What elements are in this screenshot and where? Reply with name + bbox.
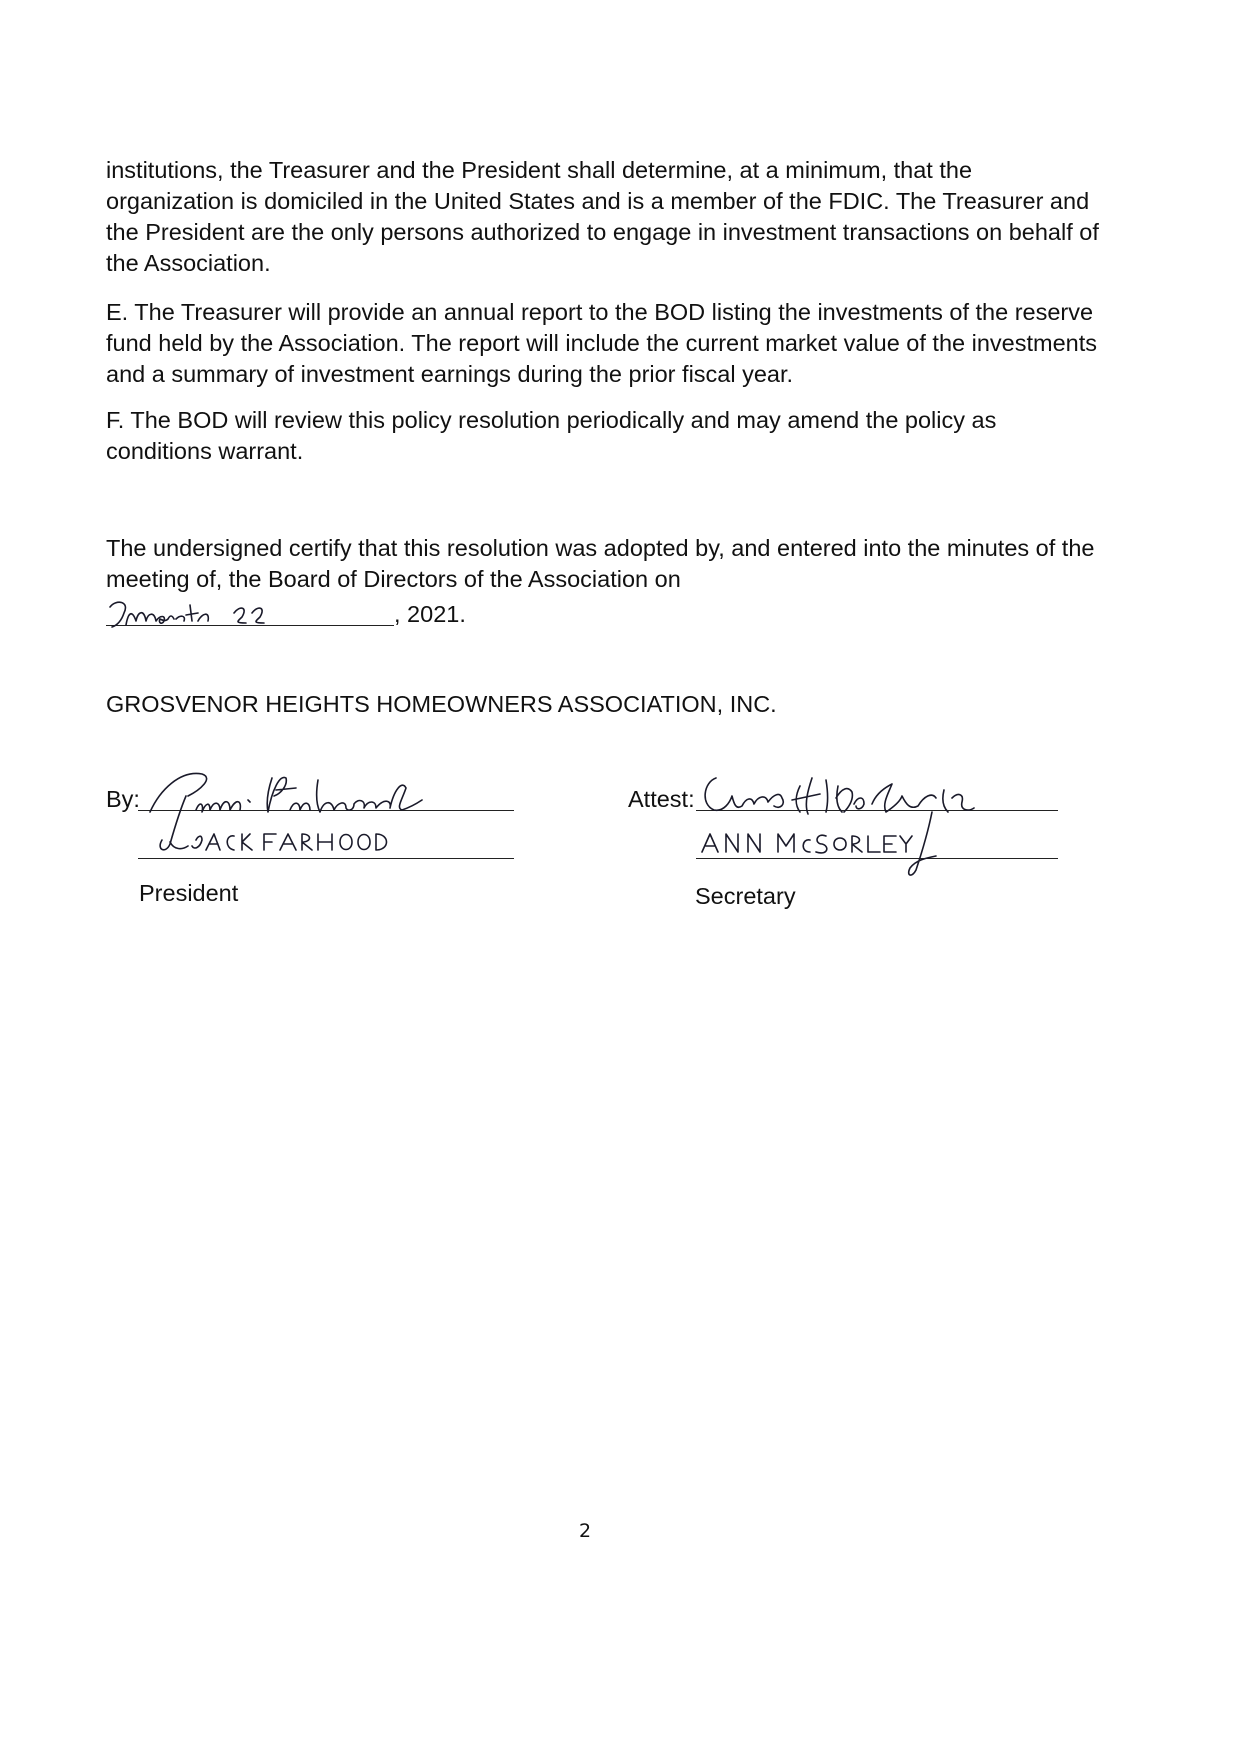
paragraph-item-e: E. The Treasurer will provide an annual report to the BOD listing the investments of the reserve fund held by the Association. The report will include the current market value of the investments and a summary of investment earnings during the prior fiscal year. [106,299,1098,387]
paragraph-certification: The undersigned certify that this resolution was adopted by, and entered into the minutes of the meeting of, the Board of Directors of the Association on [106,535,1095,592]
adoption-date [106,591,506,631]
president-signature [140,750,510,860]
paragraph-intro: institutions, the Treasurer and the President shall determine, at a minimum, that the organization is domiciled in the United States and is a member of the FDIC. The Treasurer and the President are the only persons authorized to engage in investment transactions on behalf of the Association. [106,157,1099,276]
organization-name: GROSVENOR HEIGHTS HOMEOWNERS ASSOCIATION, INC. [106,691,777,717]
secretary-signature [696,752,1066,882]
president-title: President [139,880,239,906]
secretary-title: Secretary [695,883,796,909]
attest-label: Attest: [628,786,695,812]
paragraph-item-f: F. The BOD will review this policy resolution periodically and may amend the policy as conditions warrant. [106,407,997,464]
handwritten-date [106,591,306,631]
by-label: By: [106,786,140,812]
date-year: , 2021. [394,601,466,627]
page-number: 2 [578,1520,592,1542]
